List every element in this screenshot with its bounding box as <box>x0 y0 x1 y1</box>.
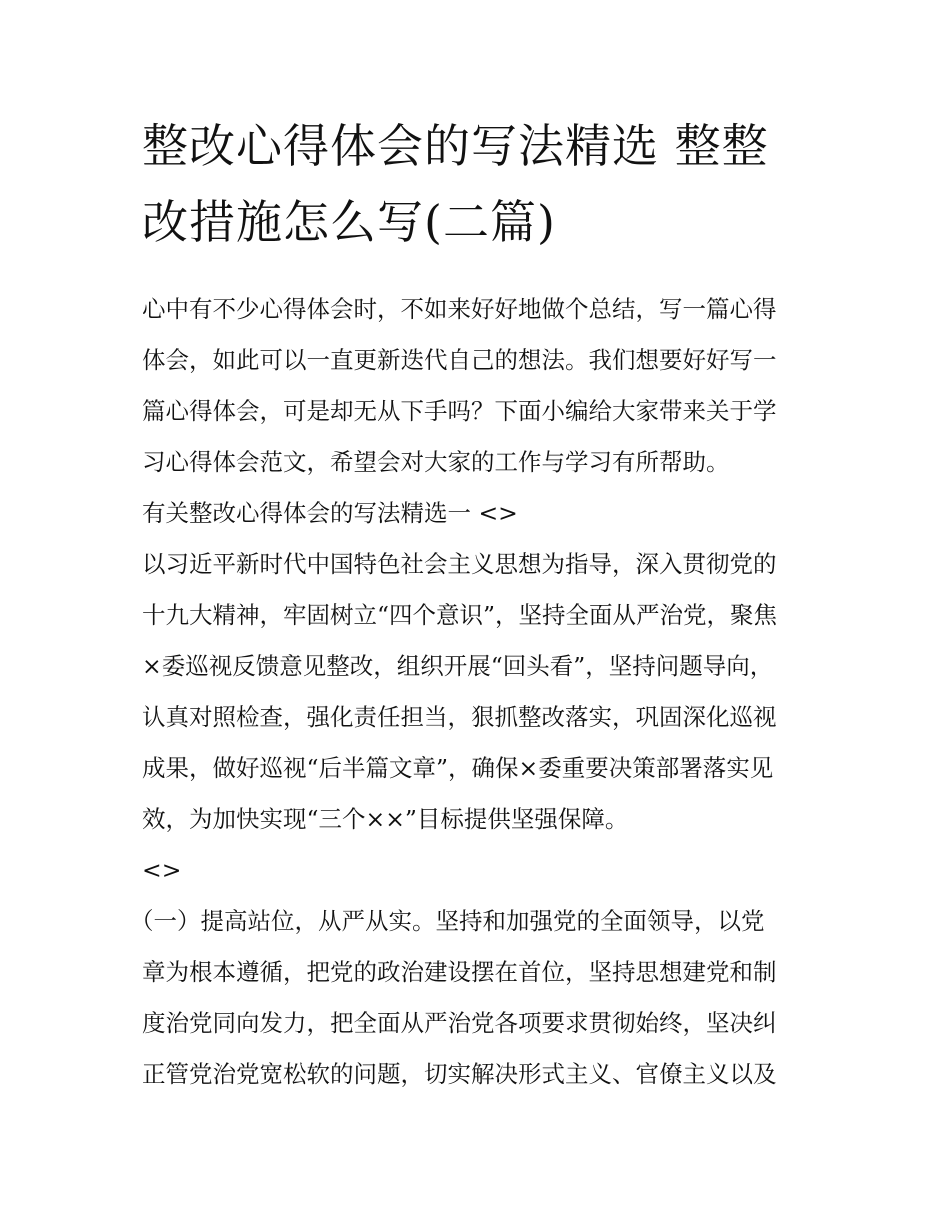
text-line: 效，为加快实现“三个××”目标提供坚强保障。 <box>142 805 629 833</box>
intro-paragraph <box>142 284 814 488</box>
paragraph-1 <box>142 539 814 845</box>
document-title <box>142 108 814 260</box>
text-line: 以习近平新时代中国特色社会主义思想为指导，深入贯彻党的 <box>142 550 777 578</box>
section-heading: 有关整改心得体会的写法精选一 <> <box>142 499 518 527</box>
document-body <box>130 284 814 1100</box>
text-line: 章为根本遵循，把党的政治建设摆在首位，坚持思想建党和制 <box>142 958 777 986</box>
text-line: （一）提高站位，从严从实。坚持和加强党的全面领导，以党 <box>130 907 765 935</box>
marker-text: <> <box>142 856 182 884</box>
title-line: 整改心得体会的写法精选 整整 <box>142 119 769 173</box>
text-line: 十九大精神，牢固树立“四个意识”，坚持全面从严治党，聚焦 <box>142 601 778 629</box>
title-line: 改措施怎么写(二篇) <box>142 195 556 249</box>
text-line: 度治党同向发力，把全面从严治党各项要求贯彻始终，坚决纠 <box>142 1009 777 1037</box>
text-line: 正管党治党宽松软的问题，切实解决形式主义、官僚主义以及 <box>142 1060 777 1088</box>
paragraph-2 <box>130 896 814 1100</box>
text-line: 认真对照检查，强化责任担当，狠抓整改落实，巩固深化巡视 <box>142 703 777 731</box>
text-line: 习心得体会范文，希望会对大家的工作与学习有所帮助。 <box>142 448 730 476</box>
text-line: ×委巡视反馈意见整改，组织开展“回头看”，坚持问题导向， <box>142 652 774 680</box>
document-page <box>130 108 814 1100</box>
text-line: 成果，做好巡视“后半篇文章”，确保×委重要决策部署落实见 <box>142 754 774 782</box>
text-line: 篇心得体会，可是却无从下手吗？下面小编给大家带来关于学 <box>142 397 777 425</box>
text-line: 心中有不少心得体会时，不如来好好地做个总结，写一篇心得 <box>142 295 777 323</box>
text-line: 体会，如此可以一直更新迭代自己的想法。我们想要好好写一 <box>142 346 777 374</box>
